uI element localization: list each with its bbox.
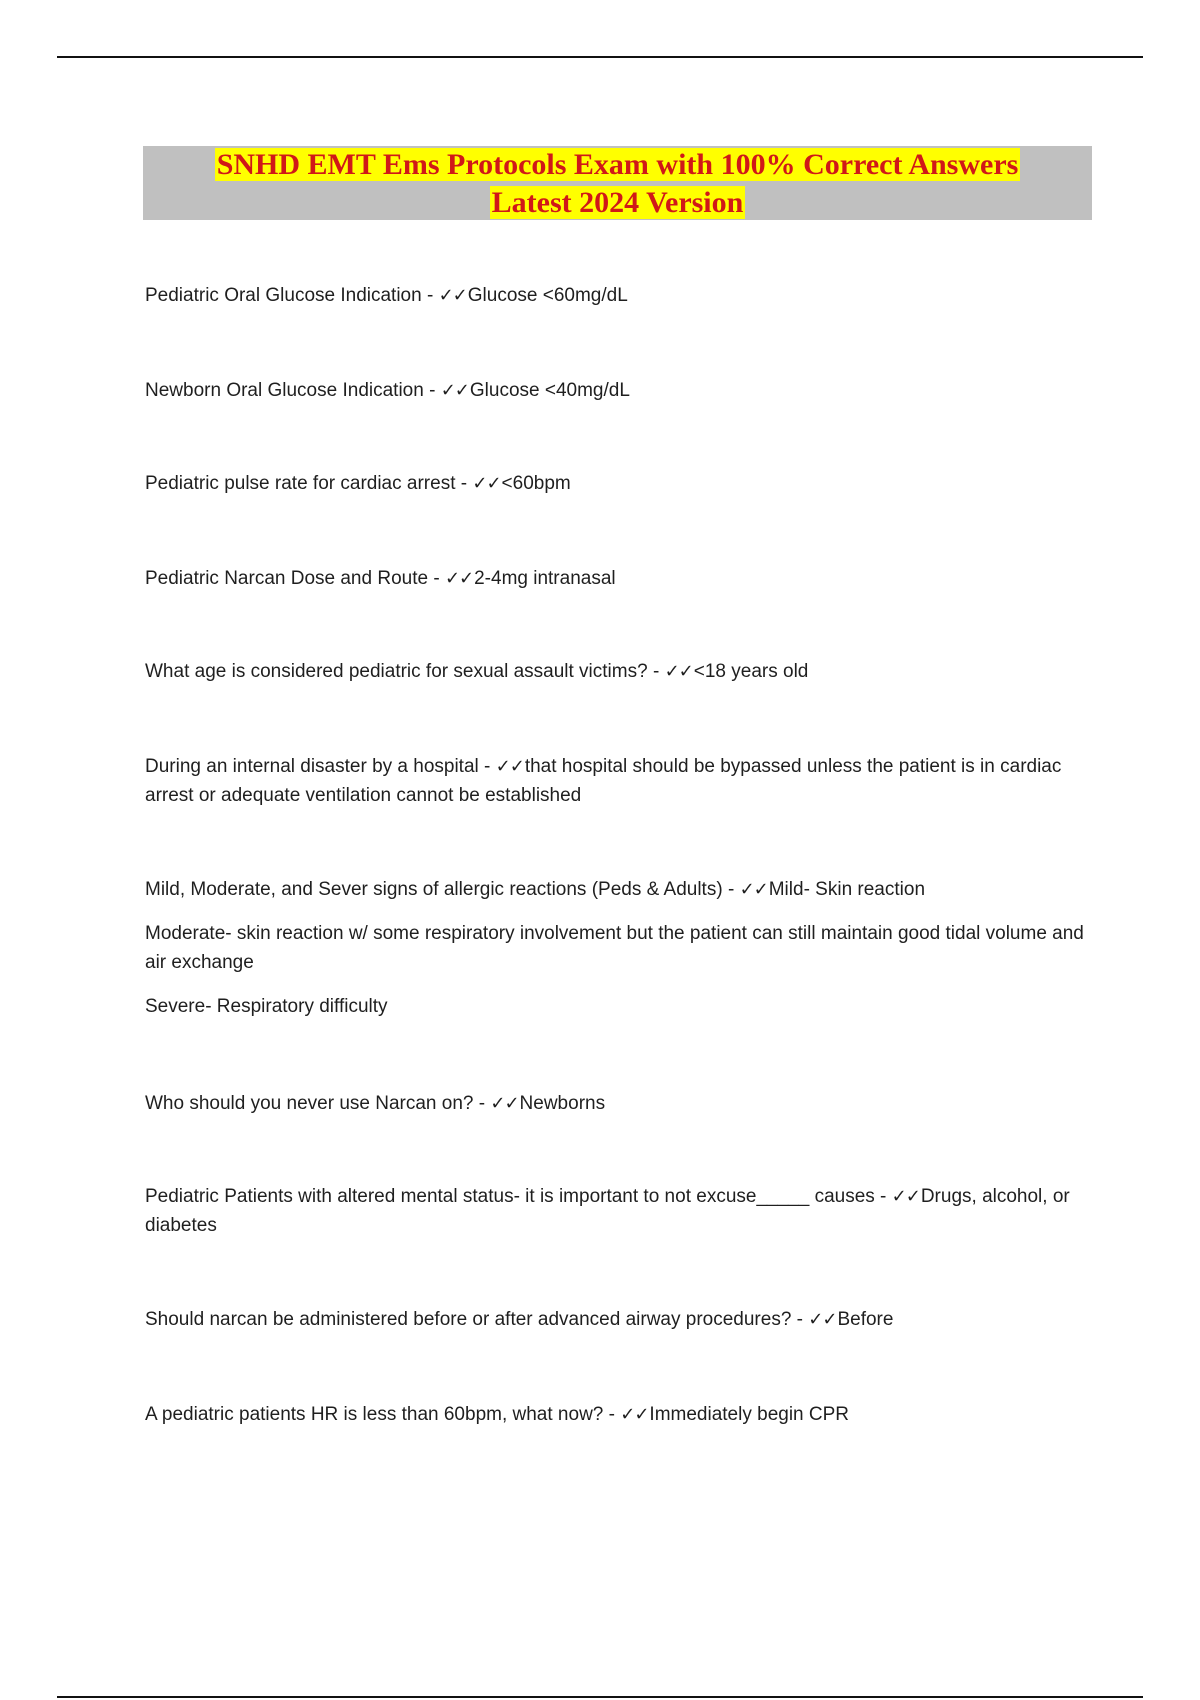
qa-item [145,752,1085,810]
check-icon: ✓✓ [495,756,524,777]
qa-item [145,875,1085,1021]
question-text: Should narcan be administered before or after advanced airway procedures? [145,1309,792,1330]
check-icon: ✓✓ [739,879,768,900]
answer-text: Glucose <60mg/dL [467,285,628,306]
question-text: What age is considered pediatric for sexual assault victims? [145,661,648,682]
qa-item [145,1089,1085,1118]
check-icon: ✓✓ [440,380,469,401]
check-icon: ✓✓ [808,1309,837,1330]
qa-line: Mild, Moderate, and Sever signs of allergic reactions (Peds & Adults) - ✓✓Mild- Skin reaction [145,879,926,900]
question-text: Pediatric Patients with altered mental status- it is important to not excuse_____ causes [145,1186,875,1207]
check-icon: ✓✓ [664,661,693,682]
answer-text: that hospital should be bypassed unless the patient is in cardiac arrest or adequate ventilation cannot be established [145,756,1062,806]
answer-text: Before [837,1309,894,1330]
answer-continuation: Severe- Respiratory difficulty [145,996,388,1017]
question-text: Who should you never use Narcan on? [145,1093,474,1114]
answer-text: 2-4mg intranasal [474,568,616,589]
check-icon: ✓✓ [472,473,501,494]
question-text: Pediatric Oral Glucose Indication [145,285,422,306]
qa-line: Who should you never use Narcan on? - ✓✓Newborns [145,1093,606,1114]
answer-text: Drugs, alcohol, or diabetes [145,1186,1070,1236]
question-text: Newborn Oral Glucose Indication [145,380,424,401]
qa-item [145,657,1085,686]
title-line-1: SNHD EMT Ems Protocols Exam with 100% Correct Answers [216,148,1019,181]
qa-item [145,564,1085,593]
check-icon: ✓✓ [620,1404,649,1425]
qa-line: Pediatric Patients with altered mental status- it is important to not excuse_____ causes - ✓✓Drugs, alcohol, or diabetes [145,1186,1070,1236]
qa-item [145,281,1085,310]
check-icon: ✓✓ [891,1186,920,1207]
answer-text: Newborns [519,1093,606,1114]
question-text: Pediatric pulse rate for cardiac arrest [145,473,456,494]
document-title [143,146,1092,220]
qa-item [145,1400,1085,1429]
check-icon: ✓✓ [444,568,474,589]
qa-line: A pediatric patients HR is less than 60bpm, what now? - ✓✓Immediately begin CPR [145,1404,850,1425]
answer-text: <60bpm [501,473,571,494]
answer-text: Immediately begin CPR [649,1404,850,1425]
answer-text: Mild- Skin reaction [768,879,926,900]
answer-text: Glucose <40mg/dL [469,380,630,401]
check-icon: ✓✓ [490,1093,519,1114]
bottom-rule [57,1696,1143,1698]
answer-text: <18 years old [693,661,809,682]
answer-continuation: Moderate- skin reaction w/ some respiratory involvement but the patient can still maintain good tidal volume and air exchange [145,923,1084,973]
qa-line: Newborn Oral Glucose Indication - ✓✓Glucose <40mg/dL [145,380,630,401]
qa-item [145,469,1085,498]
qa-item [145,1305,1085,1334]
qa-item [145,376,1085,405]
qa-line: Should narcan be administered before or after advanced airway procedures? - ✓✓Before [145,1309,894,1330]
question-text: Pediatric Narcan Dose and Route [145,568,429,589]
question-text: Mild, Moderate, and Sever signs of allergic reactions (Peds & Adults) [145,879,723,900]
qa-line: Pediatric pulse rate for cardiac arrest - ✓✓<60bpm [145,473,571,494]
qa-line: During an internal disaster by a hospital - ✓✓that hospital should be bypassed unless the patient is in cardiac arrest or adequate ventilation cannot be established [145,756,1062,806]
qa-line: Pediatric Narcan Dose and Route - ✓✓2-4mg intranasal [145,568,616,589]
title-line-2: Latest 2024 Version [491,186,744,219]
qa-line: Pediatric Oral Glucose Indication - ✓✓Glucose <60mg/dL [145,285,628,306]
check-icon: ✓✓ [438,285,467,306]
question-text: A pediatric patients HR is less than 60bpm, what now? [145,1404,604,1425]
top-rule [57,56,1143,58]
question-text: During an internal disaster by a hospital [145,756,479,777]
qa-line: What age is considered pediatric for sexual assault victims? - ✓✓<18 years old [145,661,809,682]
qa-item [145,1182,1085,1240]
